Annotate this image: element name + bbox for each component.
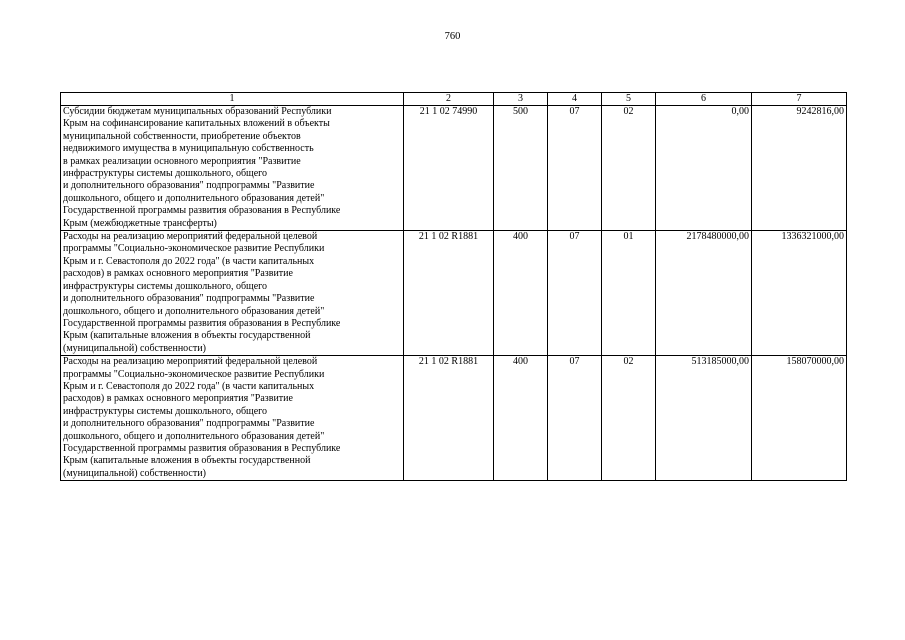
row-col4: 07: [548, 106, 602, 231]
row-description-line: Крым (межбюджетные трансферты): [63, 217, 217, 229]
row-description-line: недвижимого имущества в муниципальную собственность: [63, 143, 314, 155]
row-code: 21 1 02 74990: [404, 106, 494, 231]
column-header-2: 2: [404, 93, 494, 106]
row-description-line: Государственной программы развития образования в Республике: [63, 317, 341, 329]
row-description-line: и дополнительного образования" подпрограммы "Развитие: [63, 293, 315, 305]
row-description-line: Крым и г. Севастополя до 2022 года" (в части капитальных: [63, 380, 315, 392]
column-header-7: 7: [752, 93, 847, 106]
row-code: 21 1 02 R1881: [404, 231, 494, 356]
row-description-line: дошкольного, общего и дополнительного образования детей": [63, 305, 325, 317]
row-description-line: инфраструктуры системы дошкольного, общего: [63, 280, 268, 292]
row-col6: 0,00: [656, 106, 752, 231]
row-col7: 1336321000,00: [752, 231, 847, 356]
row-description: [61, 231, 404, 356]
row-description-line: Крым (капитальные вложения в объекты государственной: [63, 330, 311, 342]
row-description-line: и дополнительного образования" подпрограммы "Развитие: [63, 180, 315, 192]
row-col7: 9242816,00: [752, 106, 847, 231]
row-description-line: расходов) в рамках основного мероприятия "Развитие: [63, 268, 293, 280]
column-header-4: 4: [548, 93, 602, 106]
row-description-line: Крым на софинансирование капитальных вложений в объекты: [63, 118, 330, 130]
row-description-line: Субсидии бюджетам муниципальных образований Республики: [63, 106, 332, 117]
row-description-line: программы "Социально-экономическое развитие Республики: [63, 243, 325, 255]
row-description-line: инфраструктуры системы дошкольного, общего: [63, 168, 268, 180]
row-col4: 07: [548, 356, 602, 481]
row-col3: 400: [494, 231, 548, 356]
row-col3: 400: [494, 356, 548, 481]
row-description-line: (муниципальной) собственности): [63, 342, 206, 354]
table-row: [61, 356, 847, 481]
row-description-line: (муниципальной) собственности): [63, 467, 206, 479]
row-description-line: муниципальной собственности, приобретение объектов: [63, 130, 301, 142]
row-description-line: Государственной программы развития образования в Республике: [63, 442, 341, 454]
row-description-line: Расходы на реализацию мероприятий федеральной целевой: [63, 231, 318, 243]
page-number: 760: [444, 31, 461, 42]
row-col6: 513185000,00: [656, 356, 752, 481]
row-description: [61, 356, 404, 481]
row-description-line: расходов) в рамках основного мероприятия "Развитие: [63, 393, 293, 405]
row-col3: 500: [494, 106, 548, 231]
row-col5: 01: [602, 231, 656, 356]
table-row: [61, 106, 847, 231]
row-code: 21 1 02 R1881: [404, 356, 494, 481]
row-description-line: в рамках реализации основного мероприятия "Развитие: [63, 155, 301, 167]
column-header-3: 3: [494, 93, 548, 106]
row-description-line: Расходы на реализацию мероприятий федеральной целевой: [63, 356, 318, 368]
budget-table: [60, 92, 847, 481]
column-header-6: 6: [656, 93, 752, 106]
row-col6: 2178480000,00: [656, 231, 752, 356]
row-description-line: Крым (капитальные вложения в объекты государственной: [63, 455, 311, 467]
row-description-line: программы "Социально-экономическое развитие Республики: [63, 368, 325, 380]
row-col5: 02: [602, 356, 656, 481]
row-description-line: Крым и г. Севастополя до 2022 года" (в части капитальных: [63, 255, 315, 267]
row-description: [61, 106, 404, 231]
row-description-line: дошкольного, общего и дополнительного образования детей": [63, 430, 325, 442]
row-description-line: дошкольного, общего и дополнительного образования детей": [63, 192, 325, 204]
row-col5: 02: [602, 106, 656, 231]
column-header-1: 1: [61, 93, 404, 106]
row-description-line: инфраструктуры системы дошкольного, общего: [63, 405, 268, 417]
header-row: [61, 93, 847, 106]
table-row: [61, 231, 847, 356]
row-description-line: Государственной программы развития образования в Республике: [63, 205, 341, 217]
row-description-line: и дополнительного образования" подпрограммы "Развитие: [63, 418, 315, 430]
row-col7: 158070000,00: [752, 356, 847, 481]
row-col4: 07: [548, 231, 602, 356]
column-header-5: 5: [602, 93, 656, 106]
